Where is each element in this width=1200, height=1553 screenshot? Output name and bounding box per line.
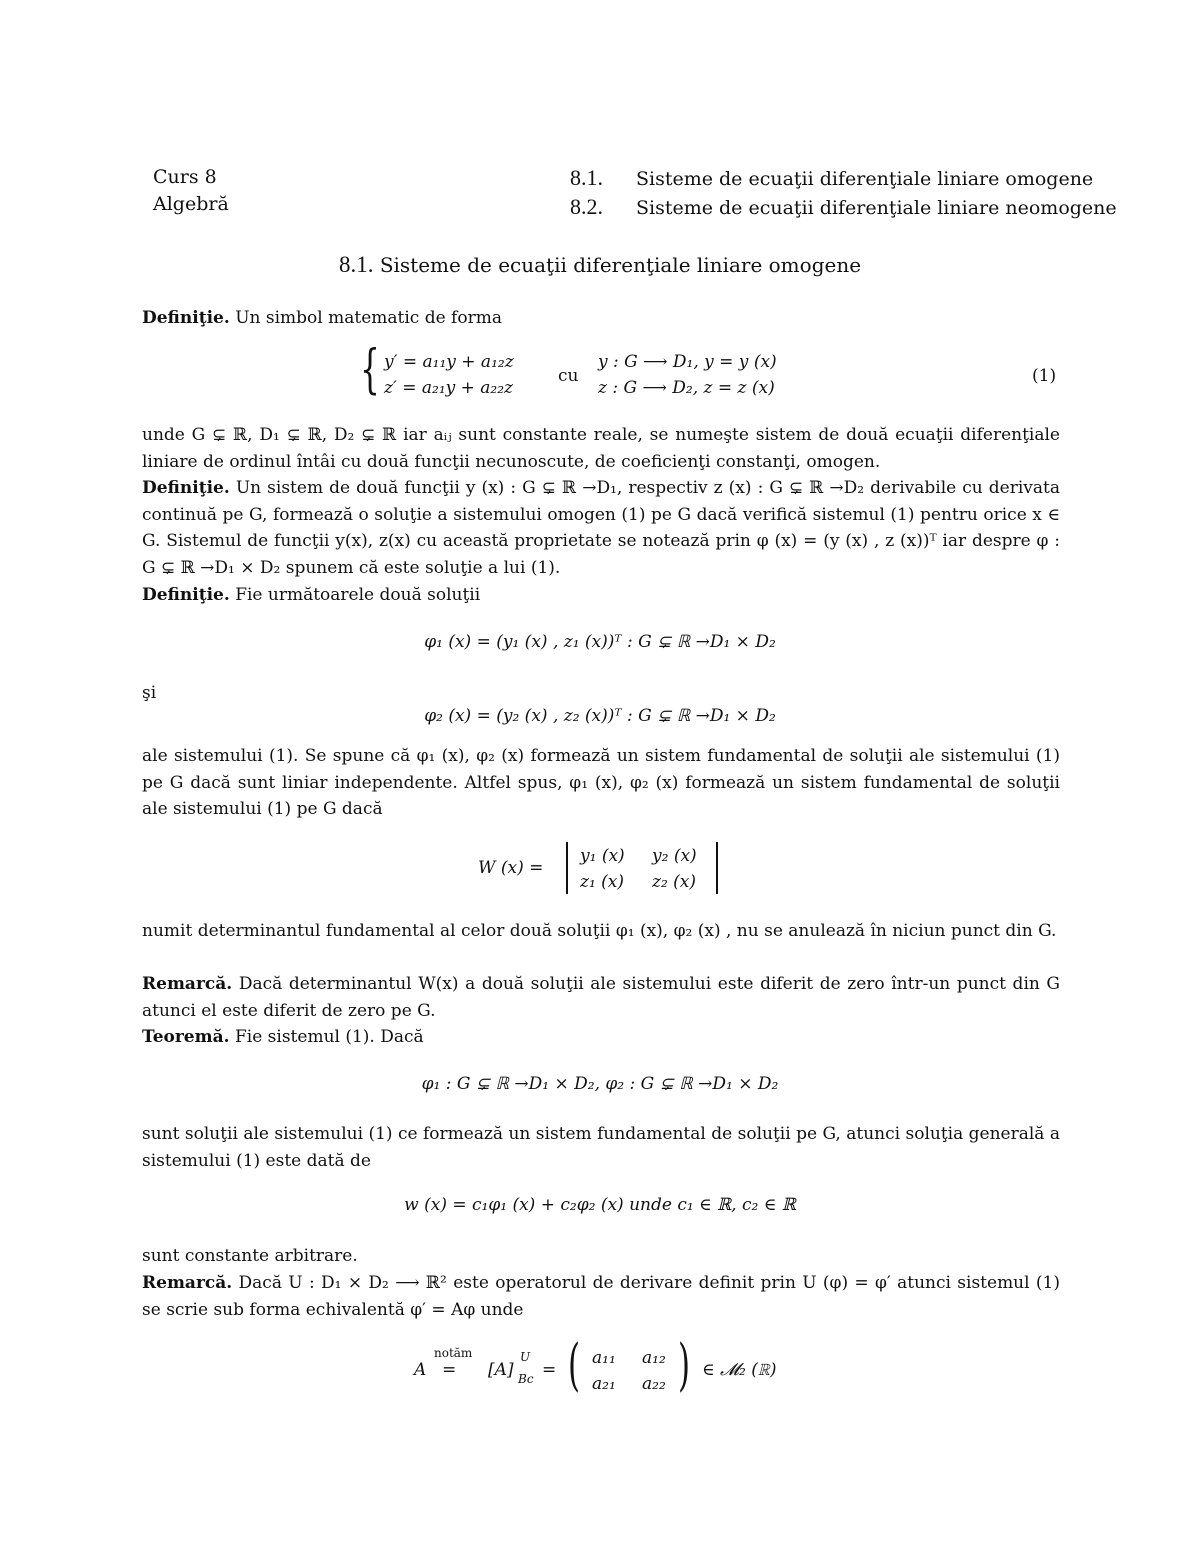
- contents-item-number: 8.2.: [570, 194, 603, 219]
- remark-label: Remarcă.: [142, 1273, 233, 1293]
- remark-2: [142, 1270, 1060, 1323]
- remark-text: Dacă U : D₁ × D₂ ⟶ ℝ² este operatorul de derivare definit prin U (φ) = φ′ atunci sistemul (1) se scrie sub forma echivalentă φ′ = Aφ unde: [142, 1273, 1060, 1320]
- definition-label: Definiţie.: [142, 478, 230, 498]
- remark-label: Remarcă.: [142, 974, 233, 994]
- determinant-cell: z₂ (x): [652, 872, 697, 892]
- equation-phi1: φ₁ (x) = (y₁ (x) , z₁ (x))ᵀ : G ⊊ ℝ →D₁ × D₂: [424, 632, 776, 652]
- matrix-operator-sub: Bc: [518, 1372, 534, 1386]
- definition-1: [142, 305, 1060, 332]
- paragraph-constants: sunt constante arbitrare.: [142, 1246, 358, 1266]
- definition-2: [142, 475, 1060, 581]
- matrix-operator: [A]: [488, 1360, 514, 1380]
- matrix-equals: =: [542, 1360, 557, 1380]
- determinant-right-bar: [716, 842, 718, 894]
- equation-number: (1): [1032, 366, 1057, 386]
- section-title: [0, 252, 1200, 278]
- contents-item: [570, 164, 1117, 193]
- course-subject: Algebră: [153, 193, 229, 215]
- contents-item-title: Sisteme de ecuaţii diferenţiale liniare omogene: [636, 168, 1094, 190]
- remark-1: [142, 971, 1060, 1024]
- system-equation-1: y′ = a₁₁y + a₁₂z: [384, 352, 514, 372]
- wronskian-lhs: W (x) =: [478, 858, 544, 878]
- system-map-1: y : G ⟶ D₁, y = y (x): [598, 352, 777, 372]
- section-number: 8.1.: [338, 252, 374, 277]
- matrix-lhs: A: [414, 1360, 427, 1380]
- theorem-label: Teoremă.: [142, 1027, 230, 1047]
- left-brace: {: [360, 340, 380, 400]
- section-heading: Sisteme de ecuaţii diferenţiale liniare omogene: [379, 253, 862, 277]
- equation-theorem: φ₁ : G ⊊ ℝ →D₁ × D₂, φ₂ : G ⊊ ℝ →D₁ × D₂: [421, 1074, 779, 1094]
- system-equation-2: z′ = a₂₁y + a₂₂z: [384, 378, 514, 398]
- contents-item: [570, 193, 1117, 222]
- matrix-equals: =: [442, 1360, 457, 1380]
- definition-label: Definiţie.: [142, 585, 230, 605]
- definition-text: Un simbol matematic de forma: [235, 308, 502, 328]
- determinant-cell: y₁ (x): [580, 846, 625, 866]
- system-connector: cu: [558, 366, 579, 386]
- course-number: Curs 8: [153, 166, 217, 188]
- paragraph-fundamental-system: ale sistemului (1). Se spune că φ₁ (x), φ₂ (x) formează un sistem fundamental de soluţii ale sistemului (1) pe G dacă sunt liniar independente. Altfel spus, φ₁ (x), φ₂ (x) formează un sistem fundamental de soluţii ale sistemului (1) pe G dacă: [142, 746, 1060, 819]
- matrix-cell: a₁₂: [642, 1348, 666, 1368]
- matrix-cell: a₂₂: [642, 1374, 666, 1394]
- contents-item-title: Sisteme de ecuaţii diferenţiale liniare neomogene: [636, 197, 1117, 219]
- remark-text: Dacă determinantul W(x) a două soluţii ale sistemului este diferit de zero într-un punct din G atunci el este diferit de zero pe G.: [142, 974, 1061, 1021]
- theorem: [142, 1024, 1060, 1051]
- paragraph-system-description: unde G ⊊ ℝ, D₁ ⊊ ℝ, D₂ ⊊ ℝ iar aᵢⱼ sunt constante reale, se numeşte sistem de două ecuaţii diferenţiale liniare de ordinul întâi cu două funcţii necunoscute, de coeficienţi constanţi, omogen.: [142, 425, 1060, 472]
- matrix-notation-label: notăm: [434, 1346, 473, 1360]
- matrix-rhs: ∈ 𝓜₂ (ℝ): [702, 1360, 777, 1380]
- matrix-operator-sup: U: [520, 1350, 531, 1364]
- matrix-right-paren: ): [678, 1333, 691, 1398]
- matrix-cell: a₁₁: [592, 1348, 616, 1368]
- equation-general-solution: w (x) = c₁φ₁ (x) + c₂φ₂ (x) unde c₁ ∈ ℝ, c₂ ∈ ℝ: [404, 1195, 796, 1215]
- equation-phi2: φ₂ (x) = (y₂ (x) , z₂ (x))ᵀ : G ⊊ ℝ →D₁ × D₂: [424, 706, 776, 726]
- paragraph-general-solution: sunt soluţii ale sistemului (1) ce formează un sistem fundamental de soluţii pe G, atunci soluţia generală a sistemului (1) este dată de: [142, 1124, 1060, 1171]
- determinant-cell: y₂ (x): [652, 846, 697, 866]
- theorem-text: Fie sistemul (1). Dacă: [234, 1027, 424, 1047]
- course-header: [153, 164, 229, 218]
- matrix-cell: a₂₁: [592, 1374, 616, 1394]
- paragraph-determinant: numit determinantul fundamental al celor două soluţii φ₁ (x), φ₂ (x) , nu se anulează în niciun punct din G.: [142, 921, 1057, 941]
- chapter-contents: [570, 164, 1117, 222]
- determinant-cell: z₁ (x): [580, 872, 625, 892]
- definition-text: Fie următoarele două soluţii: [235, 585, 481, 605]
- system-map-2: z : G ⟶ D₂, z = z (x): [598, 378, 775, 398]
- determinant-left-bar: [566, 842, 568, 894]
- contents-item-number: 8.1.: [570, 165, 603, 190]
- definition-text: Un sistem de două funcţii y (x) : G ⊊ ℝ →D₁, respectiv z (x) : G ⊊ ℝ →D₂ derivabile cu derivata continuă pe G, formează o soluţie a sistemului omogen (1) pe G dacă verifică sistemul (1) pentru orice x ∈ G. Sistemul de funcţii y(x), z(x) cu această proprietate se notează prin φ (x) = (y (x) , z (x))ᵀ iar despre φ : G ⊊ ℝ →D₁ × D₂ spunem că este soluţie a lui (1).: [142, 478, 1061, 578]
- matrix-left-paren: (: [568, 1333, 581, 1398]
- definition-label: Definiţie.: [142, 308, 230, 328]
- conjunction-text: şi: [142, 683, 157, 703]
- definition-3: [142, 582, 1060, 609]
